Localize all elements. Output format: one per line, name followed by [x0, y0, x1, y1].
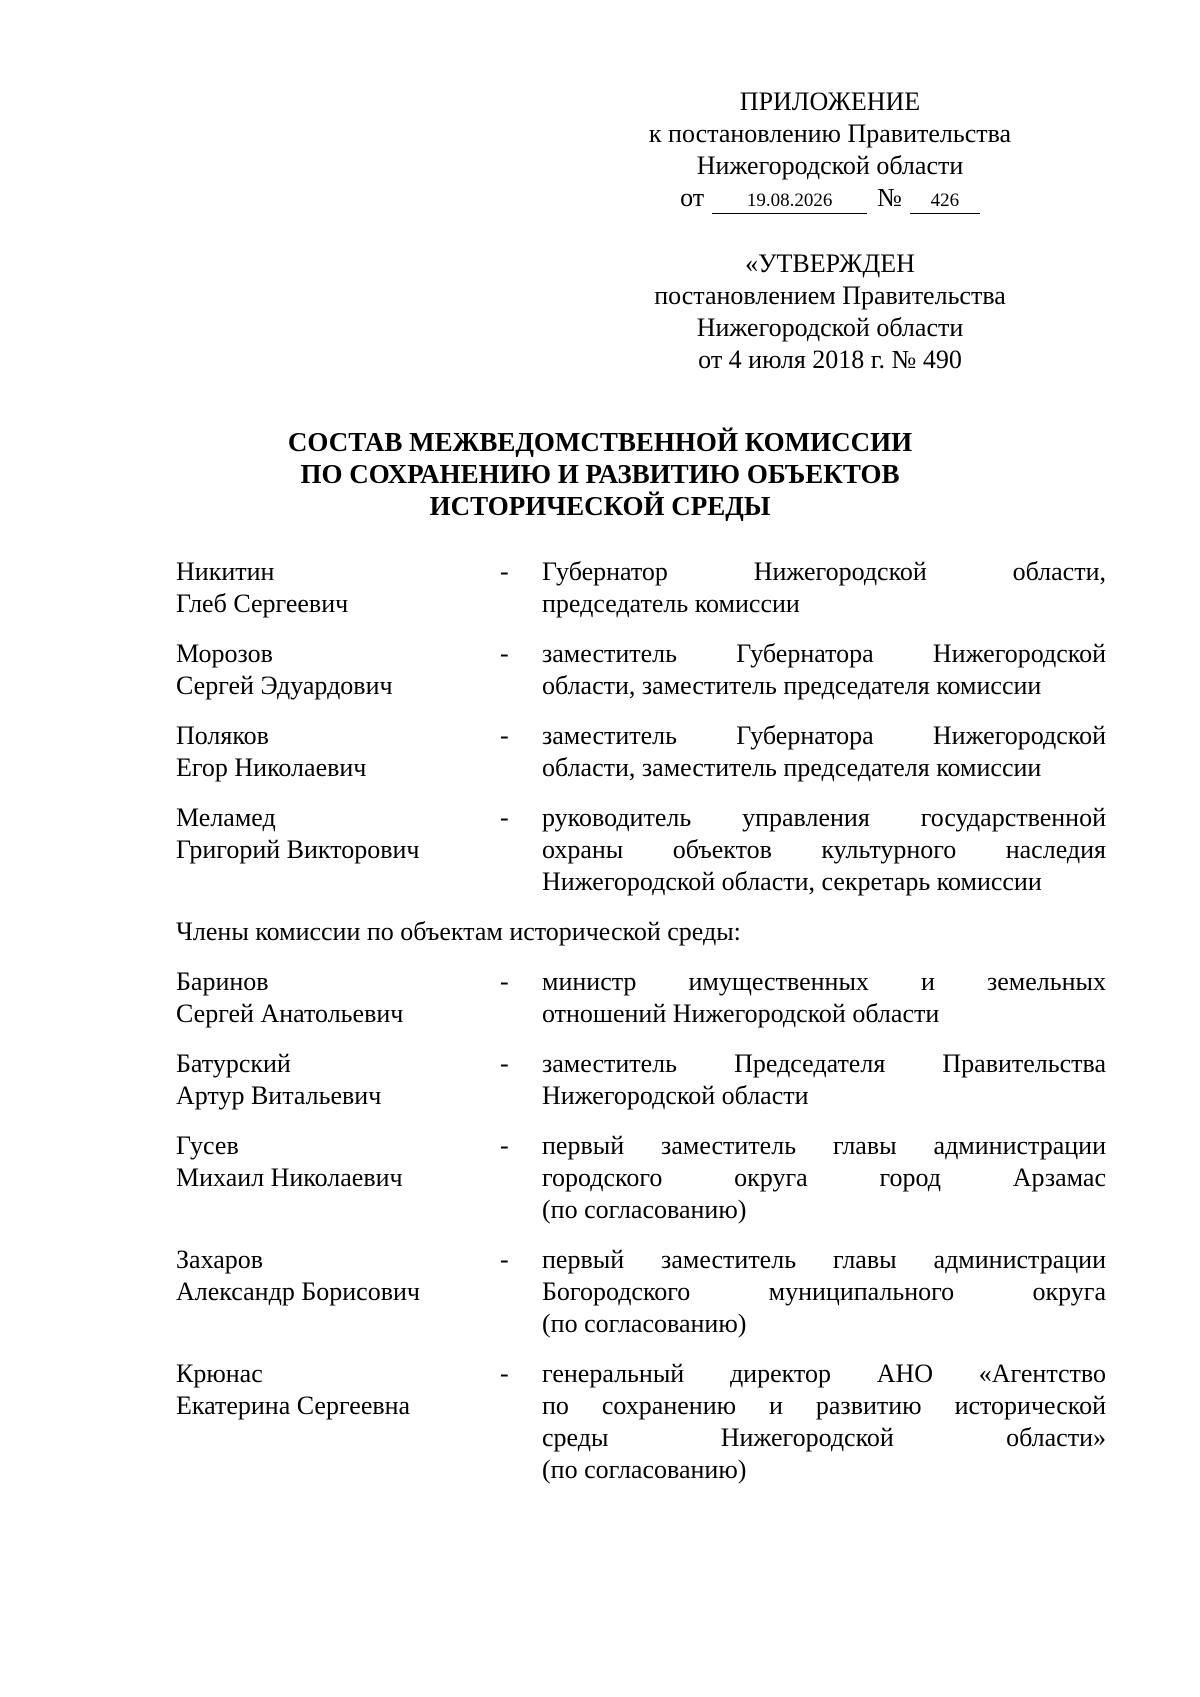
approved-region-line: Нижегородской области [696, 313, 964, 342]
member-position [542, 966, 1106, 1030]
member-given-names: Александр Борисович [176, 1277, 420, 1306]
member-name [176, 556, 500, 620]
appendix-region-line: Нижегородской области [696, 151, 964, 180]
document-title [0, 426, 1200, 522]
position-line: министр имущественных и земельных [542, 967, 1106, 996]
appendix-reference-line: к постановлению Правительства [648, 119, 1012, 148]
position-line: (по согласованию) [542, 1309, 747, 1338]
date-prefix: от [680, 183, 705, 212]
member-given-names: Егор Николаевич [176, 753, 367, 782]
member-surname: Никитин [176, 557, 275, 586]
separator-dash: - [500, 1131, 509, 1160]
member-given-names: Михаил Николаевич [176, 1163, 403, 1192]
position-line: заместитель Губернатора Нижегородской [542, 639, 1106, 668]
separator-dash: - [500, 803, 509, 832]
separator-dash: - [500, 1049, 509, 1078]
member-position [542, 1358, 1106, 1486]
member-given-names: Глеб Сергеевич [176, 589, 349, 618]
approved-block [600, 248, 1060, 376]
member-name [176, 1048, 500, 1112]
title-line-1: СОСТАВ МЕЖВЕДОМСТВЕННОЙ КОМИССИИ [287, 427, 913, 457]
separator-dash: - [500, 967, 509, 996]
position-line: Нижегородской области [542, 1081, 809, 1110]
member-name [176, 1130, 500, 1226]
separator-dash: - [500, 1359, 509, 1388]
member-row [176, 1244, 1106, 1340]
commission-list [176, 556, 1106, 1504]
member-row [176, 1130, 1106, 1226]
appendix-heading: ПРИЛОЖЕНИЕ [739, 87, 921, 116]
member-name [176, 1358, 500, 1486]
approved-reference-line: постановлением Правительства [654, 281, 1006, 310]
position-line: среды Нижегородской области» [542, 1423, 1106, 1452]
member-given-names: Екатерина Сергеевна [176, 1391, 411, 1420]
position-line: Богородского муниципального округа [542, 1277, 1106, 1306]
position-line: городского округа город Арзамас [542, 1163, 1106, 1192]
position-line: Нижегородской области, секретарь комиссии [542, 867, 1042, 896]
member-name [176, 1244, 500, 1340]
member-row [176, 966, 1106, 1030]
position-line: Губернатор Нижегородской области, [542, 557, 1106, 586]
separator-dash: - [500, 557, 509, 586]
position-line: руководитель управления государственной [542, 803, 1106, 832]
member-given-names: Сергей Анатольевич [176, 999, 404, 1028]
position-line: председатель комиссии [542, 589, 800, 618]
member-name [176, 720, 500, 784]
member-position [542, 1130, 1106, 1226]
position-line: первый заместитель главы администрации [542, 1245, 1106, 1274]
document-date-field: 19.08.2026 [712, 189, 867, 214]
member-row [176, 638, 1106, 702]
document-number-field: 426 [910, 189, 980, 214]
approved-date-line: от 4 июля 2018 г. № 490 [698, 345, 962, 374]
title-line-3: ИСТОРИЧЕСКОЙ СРЕДЫ [429, 491, 771, 521]
member-surname: Поляков [176, 721, 269, 750]
members-heading: Члены комиссии по объектам исторической среды: [176, 917, 741, 946]
appendix-date-number-line [600, 182, 1060, 214]
position-line: области, заместитель председателя комиссии [542, 753, 1042, 782]
member-row [176, 1048, 1106, 1112]
title-line-2: ПО СОХРАНЕНИЮ И РАЗВИТИЮ ОБЪЕКТОВ [300, 459, 900, 489]
member-surname: Морозов [176, 639, 273, 668]
member-surname: Батурский [176, 1049, 291, 1078]
member-surname: Крюнас [176, 1359, 263, 1388]
member-name [176, 802, 500, 898]
member-given-names: Артур Витальевич [176, 1081, 382, 1110]
member-row [176, 720, 1106, 784]
position-line: (по согласованию) [542, 1195, 747, 1224]
member-position [542, 720, 1106, 784]
member-surname: Захаров [176, 1245, 264, 1274]
leadership-list [176, 556, 1106, 898]
member-row [176, 802, 1106, 898]
members-list [176, 966, 1106, 1486]
appendix-block [600, 86, 1060, 214]
position-line: заместитель Губернатора Нижегородской [542, 721, 1106, 750]
member-position [542, 1244, 1106, 1340]
position-line: (по согласованию) [542, 1455, 747, 1484]
member-name [176, 966, 500, 1030]
separator-dash: - [500, 639, 509, 668]
position-line: охраны объектов культурного наследия [542, 835, 1106, 864]
separator-dash: - [500, 721, 509, 750]
position-line: области, заместитель председателя комиссии [542, 671, 1042, 700]
position-line: генеральный директор АНО «Агентство [542, 1359, 1106, 1388]
member-position [542, 802, 1106, 898]
member-row [176, 1358, 1106, 1486]
member-surname: Меламед [176, 803, 276, 832]
member-given-names: Григорий Викторович [176, 835, 420, 864]
number-sign: № [877, 183, 902, 212]
member-name [176, 638, 500, 702]
member-given-names: Сергей Эдуардович [176, 671, 393, 700]
member-row [176, 556, 1106, 620]
member-position [542, 638, 1106, 702]
position-line: отношений Нижегородской области [542, 999, 940, 1028]
position-line: по сохранению и развитию исторической [542, 1391, 1106, 1420]
member-position [542, 1048, 1106, 1112]
member-position [542, 556, 1106, 620]
position-line: первый заместитель главы администрации [542, 1131, 1106, 1160]
position-line: заместитель Председателя Правительства [542, 1049, 1106, 1078]
member-surname: Баринов [176, 967, 269, 996]
approved-heading: «УТВЕРЖДЕН [745, 249, 915, 278]
separator-dash: - [500, 1245, 509, 1274]
member-surname: Гусев [176, 1131, 239, 1160]
